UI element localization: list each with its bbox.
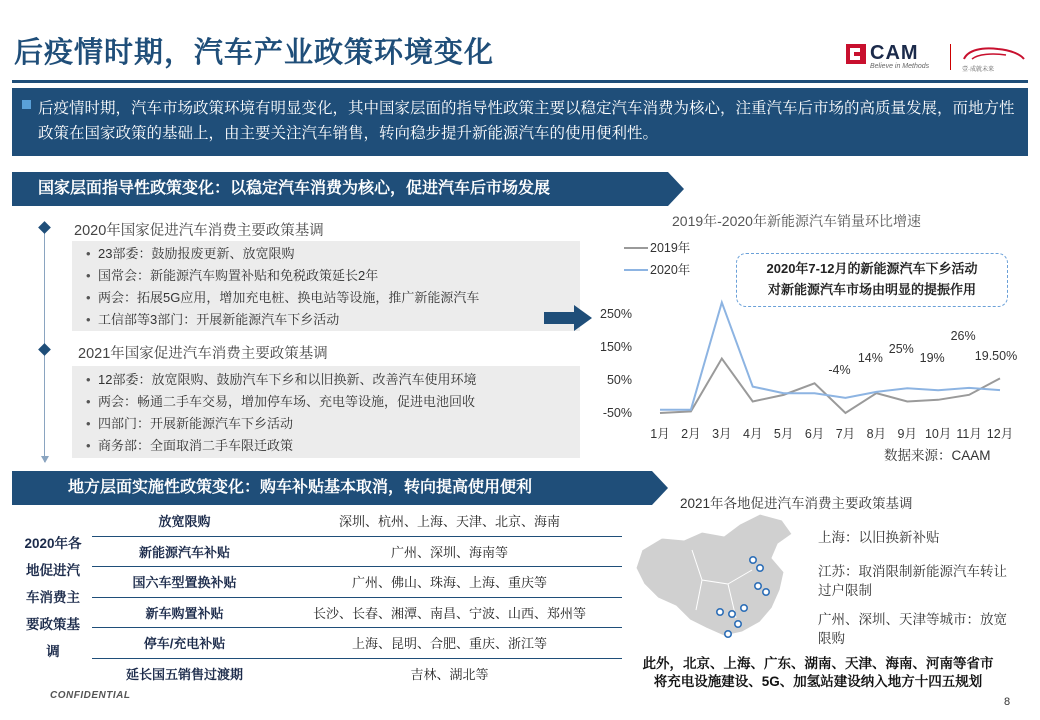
group-title-2021: 2021年国家促进汽车消费主要政策基调 xyxy=(78,346,328,362)
car-logo-text: 壹·成就未来 xyxy=(962,67,994,73)
line-chart xyxy=(590,208,1030,466)
bottom-note-line-2: 将充电设施建设、5G、加氢站建设纳入地方十四五规划 xyxy=(653,674,983,689)
row-header-line: 调 xyxy=(46,643,60,659)
x-tick-label: 4月 xyxy=(743,427,763,441)
policy-name: 新能源汽车补贴 xyxy=(92,536,277,567)
summary-bullet-icon xyxy=(22,100,31,109)
data-label: 26% xyxy=(950,329,976,343)
map-pin-icon xyxy=(725,631,731,637)
policy-name: 新车购置补贴 xyxy=(92,597,277,628)
list-item: • 工信部等3部门：开展新能源汽车下乡活动 xyxy=(86,309,479,331)
chart-title: 2019年-2020年新能源汽车销量环比增速 xyxy=(672,213,921,229)
row-header-line: 地促进汽 xyxy=(26,562,80,578)
list-item: • 四部门：开展新能源汽车下乡活动 xyxy=(86,413,476,435)
table-row xyxy=(14,597,622,628)
table-row xyxy=(14,567,622,598)
map-title: 2021年各地促进汽车消费主要政策基调 xyxy=(680,496,913,511)
x-tick-label: 3月 xyxy=(712,427,732,441)
table-row xyxy=(14,628,622,659)
summary-text: 后疫情时期，汽车市场政策环境有明显变化，其中国家层面的指导性政策主要以稳定汽车消费为核心，注重汽车后市场的高质量发展，而地方性政策在国家政策的基础上，由主要关注汽车销售，转向稳步提升新能源汽车的使用便利性。 xyxy=(38,100,1015,142)
policy-box-2020 xyxy=(72,241,580,331)
callout-line-2: 对新能源汽车市场由明显的提振作用 xyxy=(767,282,976,297)
map-pin-icon xyxy=(717,609,723,615)
national-section-heading: 国家层面指导性政策变化：以稳定汽车消费为核心，促进汽车后市场发展 xyxy=(12,172,668,206)
row-header xyxy=(14,506,92,688)
callout-line-1: 2020年7-12月的新能源汽车下乡活动 xyxy=(766,261,978,276)
policy-cities: 长沙、长春、湘潭、南昌、宁波、山西、郑州等 xyxy=(277,597,622,628)
policy-name: 放宽限购 xyxy=(92,506,277,536)
local-policy-table xyxy=(14,506,622,688)
group-title-2020: 2020年国家促进汽车消费主要政策基调 xyxy=(74,223,324,239)
summary-banner xyxy=(12,88,1028,156)
table-row xyxy=(14,658,622,688)
china-map-shape xyxy=(636,514,792,636)
map-pin-icon xyxy=(735,621,741,627)
cam-logo xyxy=(846,42,954,72)
y-tick-label: 250% xyxy=(600,307,632,321)
map-note-cities: 广州、深圳、天津等城市：放宽限购 xyxy=(818,612,1007,646)
policy-name: 国六车型置换补贴 xyxy=(92,567,277,598)
bottom-note-line-1: 此外，北京、上海、广东、湖南、天津、海南、河南等省市 xyxy=(642,656,994,671)
x-tick-label: 11月 xyxy=(956,427,982,441)
policy-cities: 上海、昆明、合肥、重庆、浙江等 xyxy=(277,628,622,659)
policy-name: 停车/充电补贴 xyxy=(92,628,277,659)
cam-logo-icon xyxy=(846,44,866,64)
list-item: • 23部委：鼓励报废更新、放宽限购 xyxy=(86,243,479,265)
map-pin-icon xyxy=(755,583,761,589)
y-tick-label: -50% xyxy=(602,406,632,420)
data-label: 14% xyxy=(857,351,883,365)
map-pin-icon xyxy=(750,557,756,563)
series-line-2020 xyxy=(660,302,1000,409)
car-logo xyxy=(958,44,1028,74)
row-header-line: 2020年各 xyxy=(24,535,82,551)
title-divider xyxy=(12,80,1028,83)
data-label: 19.50% xyxy=(974,349,1018,363)
legend-label: 2020年 xyxy=(650,263,691,277)
policy-cities: 广州、佛山、珠海、上海、重庆等 xyxy=(277,567,622,598)
x-tick-label: 10月 xyxy=(924,427,952,441)
map-pin-icon xyxy=(729,611,735,617)
x-tick-label: 6月 xyxy=(804,427,825,441)
timeline-diamond-icon xyxy=(38,221,51,234)
policy-cities: 深圳、杭州、上海、天津、北京、海南 xyxy=(277,506,622,536)
data-label: -4% xyxy=(828,363,851,377)
chart-source: 数据来源：CAAM xyxy=(884,448,991,463)
row-header-line: 要政策基 xyxy=(26,616,80,632)
table-row xyxy=(14,506,622,536)
x-tick-label: 1月 xyxy=(650,427,670,441)
china-map xyxy=(632,510,816,652)
chart-callout xyxy=(736,253,1008,307)
page-title: 后疫情时期，汽车产业政策环境变化 xyxy=(14,37,495,69)
x-tick-label: 8月 xyxy=(866,427,887,441)
x-tick-label: 7月 xyxy=(835,427,856,441)
car-icon xyxy=(958,44,1028,64)
page-number: 8 xyxy=(1004,696,1011,708)
row-header-line: 车消费主 xyxy=(26,589,80,605)
timeline-arrow-icon xyxy=(41,456,49,463)
logo-tagline: Believe in Methods xyxy=(870,63,930,70)
map-pin-icon xyxy=(763,589,769,595)
y-tick-label: 50% xyxy=(606,373,632,387)
policy-name: 延长国五销售过渡期 xyxy=(125,666,243,682)
list-item: • 国常会：新能源汽车购置补贴和免税政策延长2年 xyxy=(86,265,479,287)
right-arrow-icon xyxy=(544,305,594,331)
x-tick-label: 12月 xyxy=(986,427,1014,441)
x-tick-label: 5月 xyxy=(773,427,794,441)
x-tick-label: 9月 xyxy=(897,427,917,441)
list-item: • 商务部：全面取消二手车限迁政策 xyxy=(86,435,476,457)
map-pin-icon xyxy=(757,565,763,571)
local-section-heading: 地方层面实施性政策变化：购车补贴基本取消，转向提高使用便利 xyxy=(12,471,652,505)
list-item: • 12部委：放宽限购、鼓励汽车下乡和以旧换新、改善汽车使用环境 xyxy=(86,369,476,391)
y-tick-label: 150% xyxy=(600,340,632,354)
data-label: 25% xyxy=(888,342,914,356)
list-item: • 两会：畅通二手车交易，增加停车场、充电等设施，促进电池回收 xyxy=(86,391,476,413)
map-note-jiangsu: 江苏：取消限制新能源汽车转让过户限制 xyxy=(818,564,1007,598)
logo-divider xyxy=(950,44,951,70)
legend-label: 2019年 xyxy=(650,241,691,255)
table-row xyxy=(14,536,622,567)
x-tick-label: 2月 xyxy=(681,427,701,441)
policy-cities: 吉林、湖北等 xyxy=(410,666,489,682)
policy-cities: 广州、深圳、海南等 xyxy=(277,536,622,567)
confidential-label: CONFIDENTIAL xyxy=(50,690,131,701)
map-bottom-note xyxy=(622,655,1014,691)
map-note-shanghai: 上海：以旧换新补贴 xyxy=(818,530,940,545)
map-pin-icon xyxy=(741,605,747,611)
list-item: • 两会：拓展5G应用，增加充电桩、换电站等设施，推广新能源汽车 xyxy=(86,287,479,309)
data-label: 19% xyxy=(919,351,945,365)
policy-box-2021 xyxy=(72,366,580,458)
timeline-diamond-icon xyxy=(38,343,51,356)
logo-text: CAM xyxy=(870,42,919,64)
